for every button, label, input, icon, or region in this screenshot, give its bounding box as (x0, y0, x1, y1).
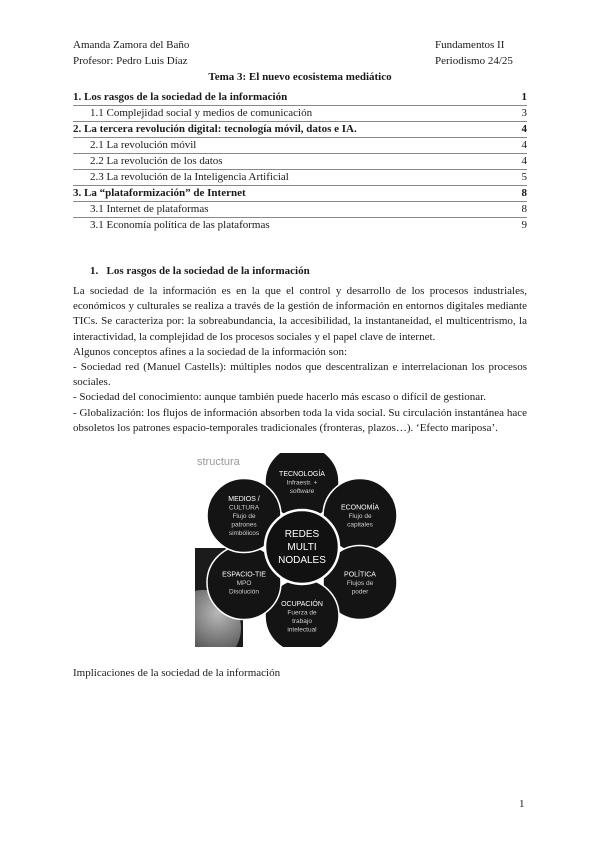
node-label-line: Infraestr. + (286, 479, 318, 487)
node-label-line: Flujos de (346, 580, 374, 587)
network-diagram (195, 453, 405, 647)
toc-entry[interactable] (73, 122, 527, 137)
toc-entry[interactable] (73, 186, 527, 201)
toc-entry-text: 3. La “plataformización” de Internet (73, 187, 246, 199)
toc-entry[interactable] (90, 202, 527, 217)
toc-entry-text: 1. Los rasgos de la sociedad de la información (73, 91, 288, 103)
center-label-line: REDES (284, 529, 320, 540)
toc-entry[interactable] (90, 106, 527, 121)
node-label-line: MEDIOS / (228, 496, 260, 503)
node-label-line: Disolución (229, 588, 259, 596)
toc-entry[interactable] (73, 90, 527, 105)
toc-entry-page: 4 (521, 123, 527, 135)
toc-entry-page: 8 (521, 203, 527, 215)
section-number: 1. (90, 265, 99, 277)
toc-entry-page: 4 (521, 139, 527, 151)
node-label-line: intelectual (287, 626, 317, 634)
node-label-line: OCUPACIÓN (281, 600, 323, 608)
node-label-line: CULTURA (228, 504, 260, 512)
network-society-figure (195, 453, 405, 647)
toc-entry-text: 2. La tercera revolución digital: tecnología móvil, datos e IA. (73, 123, 357, 135)
node-label-line: Flujo de (348, 513, 372, 520)
header-program: Periodismo 24/25 (435, 55, 513, 67)
node-label-line: ESPACIO-TIE (222, 571, 266, 579)
toc-entry[interactable] (90, 170, 527, 185)
toc-entry-page: 1 (521, 91, 527, 103)
node-label-line: poder (351, 588, 369, 596)
toc-entry-page: 4 (521, 155, 527, 167)
toc-entry-text: 3.1 Economía política de las plataformas (90, 219, 270, 231)
node-label-line: patrones (231, 521, 257, 529)
node-label-line: MPO (236, 580, 252, 587)
header-course: Fundamentos II (435, 39, 505, 51)
concept-bullet: - Sociedad red (Manuel Castells): múltiples nodos que descentralizan e interrelacionan los procesos sociales. (73, 361, 527, 389)
node-label-line: POLÍTICA (344, 571, 376, 579)
intro-paragraph: La sociedad de la información es en la que el control y desarrollo de los procesos industriales, económicos y culturales se realiza a través de la gestión de información en entornos digitales mediante TICs. Se caracteriza por: la sobreabundancia, la accesibilidad, la instantaneidad, el multicentrismo, la interactividad, la complejidad de los procesos sociales y el papel clave de internet. (73, 285, 527, 343)
center-node (265, 510, 339, 584)
node-label-line: ECONOMÍA (340, 504, 380, 512)
node-label-line: software (289, 488, 315, 495)
header-professor: Profesor: Pedro Luis Díaz (73, 55, 188, 67)
toc-entry[interactable] (90, 218, 527, 233)
center-label-line: MULTI (287, 542, 317, 553)
toc-entry-page: 5 (521, 171, 527, 183)
node-label-line: capitales (347, 521, 373, 529)
node-label-line: Fuerza de (287, 609, 317, 617)
toc-entry[interactable] (90, 154, 527, 169)
page-number: 1 (519, 798, 525, 810)
section-body (73, 284, 527, 436)
node-label-line: Flujo de (232, 513, 256, 520)
concepts-lead: Algunos conceptos afines a la sociedad de la información son: (73, 345, 348, 358)
concept-bullet: - Globalización: los flujos de información absorben toda la vida social. Su circulación instantánea hace obsoletos los patrones espacio-temporales tradicionales (fronteras, plazos…). ‘Efecto mariposa’. (73, 406, 527, 434)
toc-entry-page: 9 (521, 219, 527, 231)
header-author: Amanda Zamora del Baño (73, 39, 190, 51)
node-label-line: trabajo (292, 617, 312, 625)
concept-bullet: - Sociedad del conocimiento: aunque también puede hacerlo más escaso o difícil de gestionar. (73, 391, 486, 404)
figure-corner-label: structura (197, 456, 240, 468)
toc-entry-text: 2.1 La revolución móvil (90, 139, 197, 151)
section-heading (90, 265, 310, 277)
toc-entry-text: 2.3 La revolución de la Inteligencia Artificial (90, 171, 289, 183)
toc-entry-text: 3.1 Internet de plataformas (90, 203, 209, 215)
toc-entry[interactable] (90, 138, 527, 153)
figure-caption: Implicaciones de la sociedad de la información (73, 667, 281, 679)
toc-entry-text: 2.2 La revolución de los datos (90, 155, 223, 167)
document-title: Tema 3: El nuevo ecosistema mediático (208, 71, 392, 83)
center-label-line: NODALES (278, 555, 326, 566)
toc-entry-text: 1.1 Complejidad social y medios de comunicación (90, 107, 313, 119)
node-label-line: TECNOLOGÍA (279, 471, 325, 478)
toc-entry-page: 8 (521, 187, 527, 199)
section-title: Los rasgos de la sociedad de la información (106, 265, 310, 277)
node-label-line: simbólicos (228, 530, 260, 537)
toc-entry-page: 3 (521, 107, 527, 119)
